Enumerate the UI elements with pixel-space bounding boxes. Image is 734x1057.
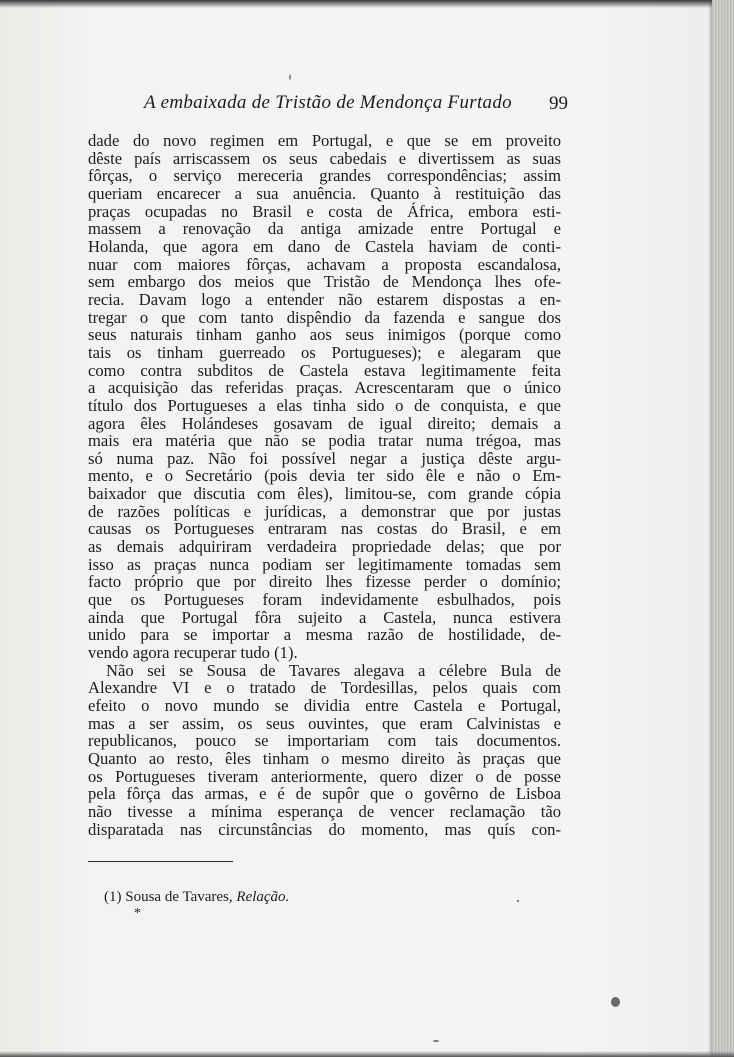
text-line: as demais adquiriram verdadeira propriedade delas; que por bbox=[88, 537, 561, 557]
text-line: facto próprio que por direito lhes fizesse perder o domínio; bbox=[88, 572, 561, 592]
text-line: mas a ser assim, os seus ouvintes, que eram Calvinistas e bbox=[88, 713, 561, 733]
text-line: só numa paz. Não foi possível negar a justiça dêste argu- bbox=[88, 448, 561, 468]
paragraph-end-line: vendo agora recuperar tudo (1). bbox=[88, 643, 298, 663]
text-line: tregar o que com tanto dispêndio da fazenda e sangue dos bbox=[88, 307, 561, 327]
page-number: 99 bbox=[549, 93, 568, 114]
text-line: seus naturais tinham ganho aos seus inimigos (porque como bbox=[88, 325, 561, 345]
ink-speck bbox=[611, 997, 620, 1007]
text-line: queriam encarecer a sua anuência. Quanto à restituição das bbox=[88, 183, 561, 203]
text-line: dade do novo regimen em Portugal, e que se em proveito bbox=[88, 131, 561, 150]
text-line: como contra subditos de Castela estava legitimamente feita bbox=[88, 360, 561, 380]
text-line: massem a renovação da antiga amizade entre Portugal e bbox=[88, 219, 561, 239]
text-line: agora êles Holándeses gosavam de igual direito; demais a bbox=[88, 413, 561, 433]
ink-speck bbox=[517, 900, 519, 902]
paragraph-start-line: Não sei se Sousa de Tavares alegava a célebre Bula de bbox=[106, 660, 561, 680]
text-line: mais era matéria que não se podia tratar numa trégoa, mas bbox=[88, 431, 561, 451]
text-line: disparatada nas circunstâncias do momento, mas quís con- bbox=[88, 819, 561, 839]
text-line: praças ocupadas no Brasil e costa de África, embora esti- bbox=[88, 201, 561, 221]
top-scan-shadow bbox=[0, 0, 734, 8]
text-line: republicanos, pouco se importariam com tais documentos. bbox=[88, 731, 561, 751]
text-line: Quanto ao resto, êles tinham o mesmo direito às praças que bbox=[88, 748, 561, 768]
text-line: mento, e o Secretário (pois devia ter sido êle e não o Em- bbox=[88, 466, 561, 486]
signature-mark: * bbox=[134, 906, 141, 921]
bottom-scan-shadow bbox=[0, 1051, 734, 1057]
text-line: unido para se importar a mesma razão de hostilidade, de- bbox=[88, 625, 561, 645]
text-line: baixador que discutia com êles), limitou-se, com grande cópia bbox=[88, 484, 561, 504]
text-line: causas os Portugueses entraram nas costas do Brasil, e em bbox=[88, 519, 561, 539]
text-line: efeito o novo mundo se dividia entre Castela e Portugal, bbox=[88, 696, 561, 715]
ink-speck bbox=[289, 74, 291, 80]
text-line: sem embargo dos meios que Tristão de Mendonça lhes ofe- bbox=[88, 272, 561, 292]
footnote bbox=[104, 889, 289, 906]
text-line: tais os tinham guerreado os Portugueses); e alegaram que bbox=[88, 342, 561, 362]
text-line: dêste país arriscassem os seus cabedais e divertissem as suas bbox=[88, 148, 561, 168]
page-edge-shadow bbox=[708, 0, 712, 1057]
text-line: isso as praças nunca podiam ser legitimamente tomadas sem bbox=[88, 554, 561, 574]
text-line: que os Portugueses foram indevidamente esbulhados, pois bbox=[88, 590, 561, 610]
page-stack-edge bbox=[712, 0, 734, 1057]
footnote-text: Sousa de Tavares, bbox=[125, 889, 233, 905]
text-line: não tivesse a mínima esperança de vencer reclamação tão bbox=[88, 801, 561, 821]
body-text bbox=[88, 132, 561, 838]
text-line: nuar com maiores fôrças, achavam a proposta escandalosa, bbox=[88, 254, 561, 274]
text-line: de razões políticas e jurídicas, a demonstrar que por justas bbox=[88, 501, 561, 521]
ink-speck bbox=[433, 1040, 439, 1042]
text-line: pela fôrça das armas, e é de supôr que o govêrno de Lisboa bbox=[88, 784, 561, 804]
text-line: a acquisição das referidas praças. Acrescentaram que o único bbox=[88, 378, 561, 398]
text-line: título dos Portugueses a elas tinha sido o de conquista, e que bbox=[88, 395, 561, 415]
footnote-rule bbox=[88, 861, 233, 862]
running-header bbox=[88, 92, 568, 120]
text-line: recia. Davam logo a entender não estarem dispostas a en- bbox=[88, 289, 561, 309]
text-line: ainda que Portugal fôra sujeito a Castela, nunca estivera bbox=[88, 607, 561, 627]
running-title: A embaixada de Tristão de Mendonça Furtado bbox=[144, 92, 512, 113]
text-line: os Portugueses tiveram anteriormente, quero dizer o de posse bbox=[88, 766, 561, 786]
text-line: Holanda, que agora em dano de Castela haviam de conti- bbox=[88, 236, 561, 256]
footnote-source: Relação. bbox=[236, 889, 290, 905]
text-line: Alexandre VI e o tratado de Tordesillas, pelos quais com bbox=[88, 678, 561, 698]
text-line: fôrças, o serviço mereceria grandes correspondências; assim bbox=[88, 166, 561, 186]
footnote-marker: (1) bbox=[104, 889, 122, 905]
